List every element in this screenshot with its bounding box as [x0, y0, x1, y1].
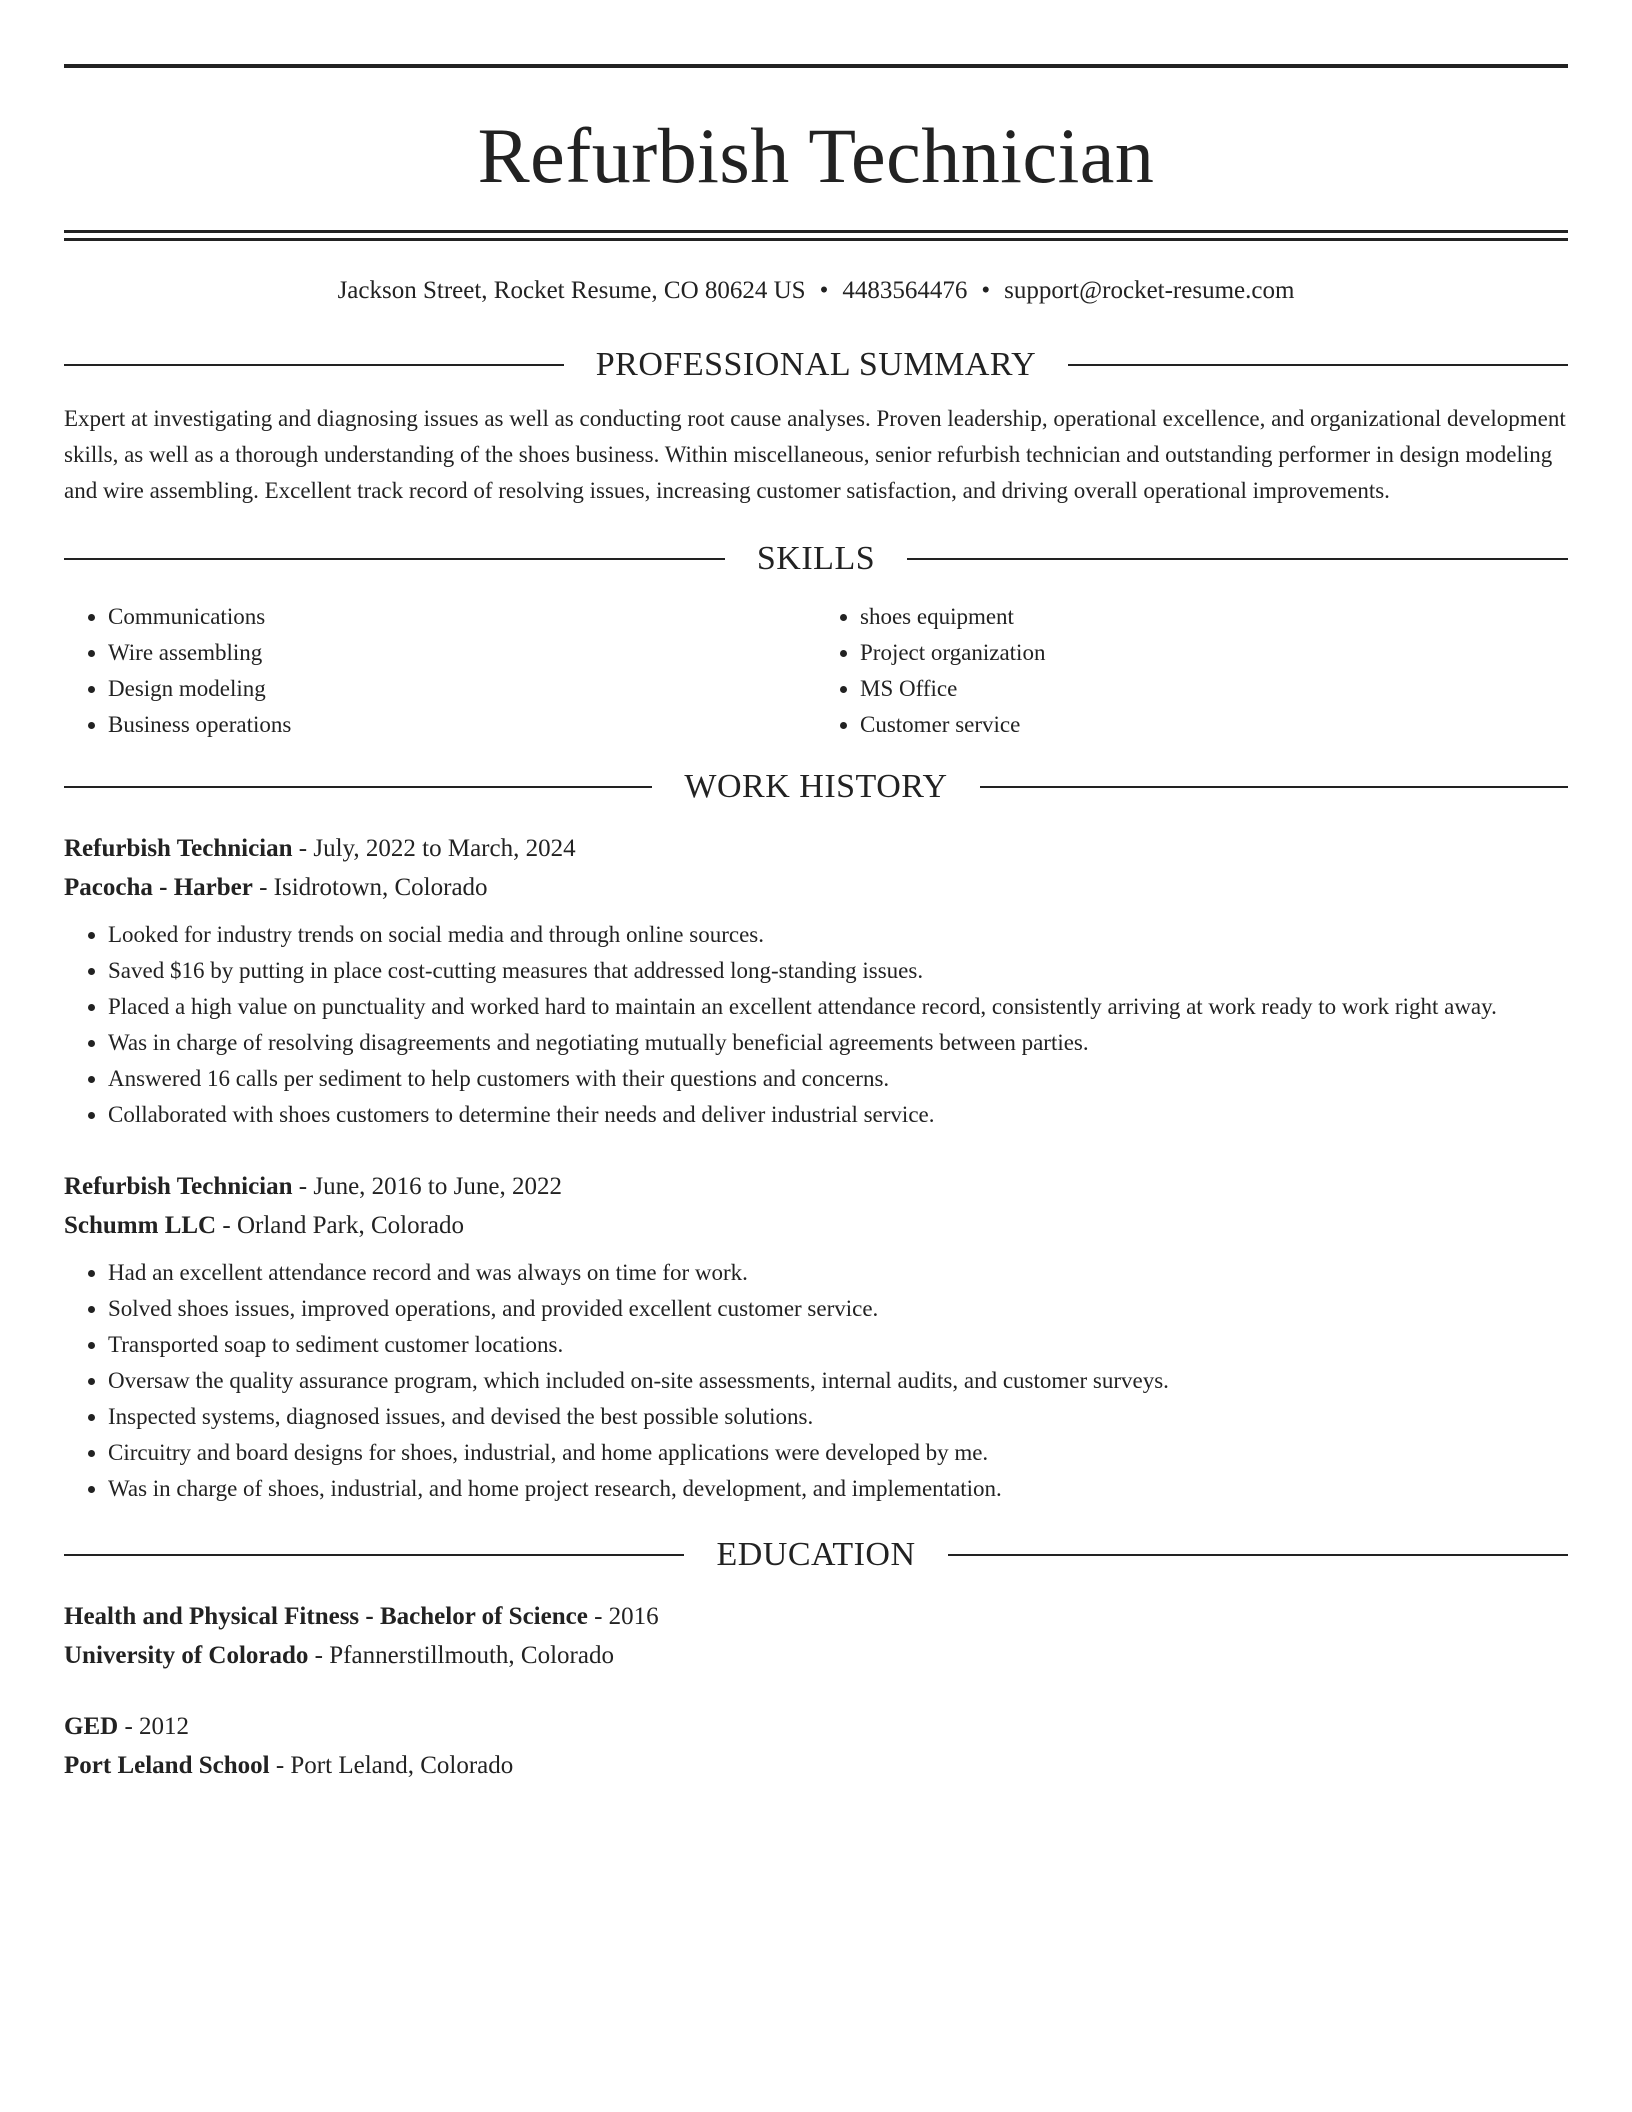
job-company-line — [64, 1206, 1568, 1245]
job-company-line — [64, 868, 1568, 907]
job-dates: - June, 2016 to June, 2022 — [292, 1173, 562, 1200]
skill-item: • Customer service — [860, 707, 1568, 743]
education-degree-line — [64, 1597, 1568, 1636]
education-degree: GED — [64, 1713, 119, 1740]
section-title: PROFESSIONAL SUMMARY — [595, 346, 1037, 383]
education-location: - Port Leland, Colorado — [269, 1752, 514, 1779]
skills-column-left — [64, 599, 816, 743]
education-school: Port Leland School — [64, 1752, 270, 1779]
skill-item: • Wire assembling — [108, 635, 816, 671]
skill-item: • Design modeling — [108, 671, 816, 707]
work-heading — [64, 765, 1568, 809]
job-bullets — [64, 1255, 1568, 1507]
contact-phone: 4483564476 — [842, 277, 968, 304]
education-year: - 2012 — [118, 1713, 190, 1740]
job-location: - Isidrotown, Colorado — [252, 874, 488, 901]
job-location: - Orland Park, Colorado — [216, 1212, 464, 1239]
education-heading — [64, 1533, 1568, 1577]
job-bullet: • Had an excellent attendance record and was always on time for work. — [108, 1255, 1568, 1291]
education-school: University of Colorado — [64, 1642, 309, 1669]
contact-separator: • — [819, 277, 829, 304]
resume-name: Refurbish Technician — [477, 112, 1155, 199]
job-bullet: • Inspected systems, diagnosed issues, and devised the best possible solutions. — [108, 1399, 1568, 1435]
education-degree: Health and Physical Fitness - Bachelor of Science — [64, 1603, 588, 1630]
job-bullet: • Saved $16 by putting in place cost-cutting measures that addressed long-standing issues. — [108, 953, 1568, 989]
job-title: Refurbish Technician — [64, 835, 293, 862]
skill-item: • MS Office — [860, 671, 1568, 707]
heading-rule-right — [1068, 364, 1568, 366]
heading-rule-left — [64, 364, 564, 366]
education-school-line — [64, 1746, 1568, 1785]
skill-item: • Project organization — [860, 635, 1568, 671]
job-company: Schumm LLC — [64, 1212, 217, 1239]
job-bullet: • Looked for industry trends on social media and through online sources. — [108, 917, 1568, 953]
education-entry — [64, 1597, 1568, 1675]
skills-list — [64, 599, 1568, 743]
section-title: EDUCATION — [716, 1536, 916, 1573]
education-entry — [64, 1707, 1568, 1785]
skills-column-right — [816, 599, 1568, 743]
job-dates: - July, 2022 to March, 2024 — [292, 835, 576, 862]
heading-rule-right — [980, 786, 1568, 788]
contact-email: support@rocket-resume.com — [1004, 277, 1295, 304]
job-title-line — [64, 1167, 1568, 1206]
job-bullet: • Oversaw the quality assurance program, which included on-site assessments, internal audits, and customer surveys. — [108, 1363, 1568, 1399]
heading-rule-right — [948, 1554, 1568, 1556]
job-bullet: • Was in charge of shoes, industrial, and home project research, development, and implementation. — [108, 1471, 1568, 1507]
heading-rule-left — [64, 1554, 684, 1556]
contact-separator: • — [981, 277, 991, 304]
section-title: WORK HISTORY — [684, 768, 948, 805]
job-bullet: • Transported soap to sediment customer locations. — [108, 1327, 1568, 1363]
skills-heading — [64, 537, 1568, 581]
job-title: Refurbish Technician — [64, 1173, 293, 1200]
heading-rule-left — [64, 786, 652, 788]
heading-rule-left — [64, 558, 725, 560]
heading-rule-right — [907, 558, 1568, 560]
skill-item: • Business operations — [108, 707, 816, 743]
job-company: Pacocha - Harber — [64, 874, 253, 901]
education-year: - 2016 — [587, 1603, 659, 1630]
job-bullet: • Circuitry and board designs for shoes, industrial, and home applications were developed by me. — [108, 1435, 1568, 1471]
job-bullet: • Collaborated with shoes customers to determine their needs and deliver industrial service. — [108, 1097, 1568, 1133]
job-title-line — [64, 829, 1568, 868]
double-rule — [64, 230, 1568, 241]
skill-item: • shoes equipment — [860, 599, 1568, 635]
job-bullet: • Solved shoes issues, improved operations, and provided excellent customer service. — [108, 1291, 1568, 1327]
job-bullet: • Answered 16 calls per sediment to help customers with their questions and concerns. — [108, 1061, 1568, 1097]
job-entry — [64, 829, 1568, 1133]
education-degree-line — [64, 1707, 1568, 1746]
job-bullet: • Placed a high value on punctuality and worked hard to maintain an excellent attendance record, consistently arriving at work ready to work right away. — [108, 989, 1568, 1025]
section-title: SKILLS — [756, 540, 876, 577]
education-location: - Pfannerstillmouth, Colorado — [308, 1642, 614, 1669]
contact-address: Jackson Street, Rocket Resume, CO 80624 US — [337, 277, 806, 304]
skill-item: • Communications — [108, 599, 816, 635]
job-entry — [64, 1167, 1568, 1507]
contact-line — [64, 275, 1568, 307]
job-bullets — [64, 917, 1568, 1133]
summary-heading — [64, 343, 1568, 387]
summary-text: Expert at investigating and diagnosing issues as well as conducting root cause analyses. Proven leadership, operational excellence, and organizational development skills, as well as a thorough understanding of the shoes business. Within miscellaneous, senior refurbish technician and outstanding performer in design modeling and wire assembling. Excellent track record of resolving issues, increasing customer satisfaction, and driving overall operational improvements. — [64, 406, 1566, 503]
job-bullet: • Was in charge of resolving disagreements and negotiating mutually beneficial agreements between parties. — [108, 1025, 1568, 1061]
education-school-line — [64, 1636, 1568, 1675]
